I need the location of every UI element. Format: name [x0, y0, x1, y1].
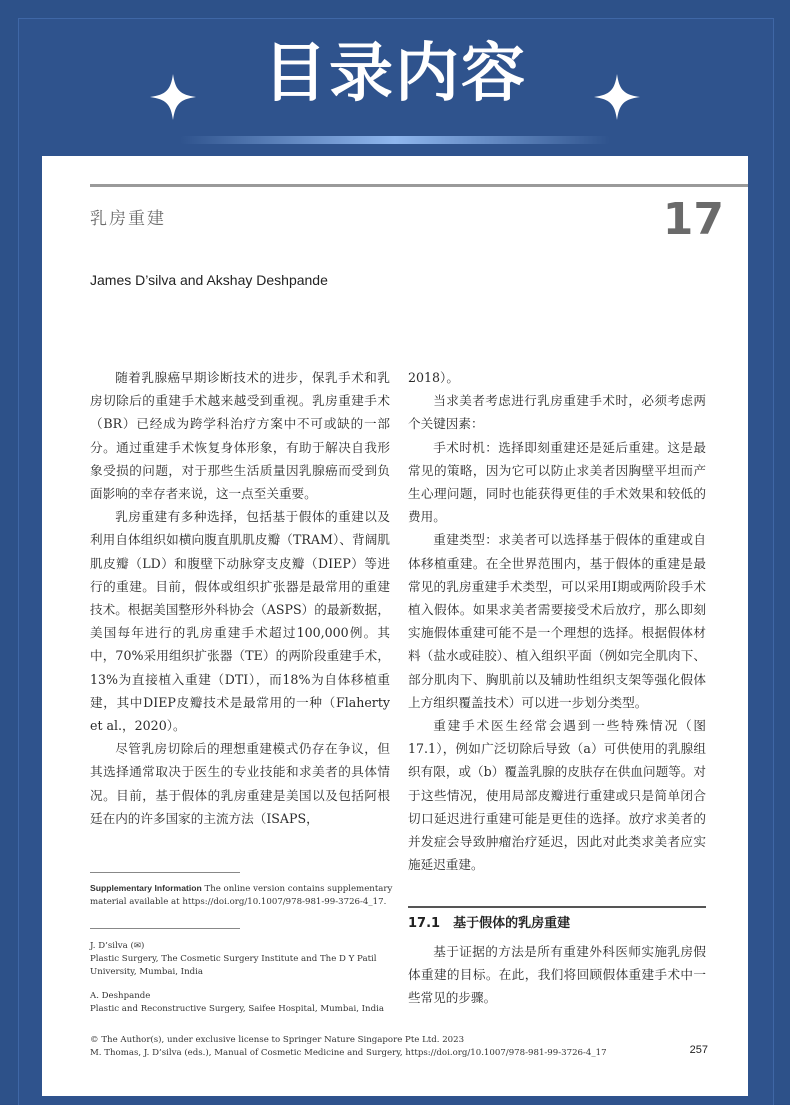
chapter-authors: James D’silva and Akshay Deshpande	[90, 272, 328, 288]
paragraph: 手术时机：选择即刻重建还是延后重建。这是最常见的策略，因为它可以防止求美者因胸壁平坦而产生心理问题，同时也能获得更佳的手术效果和较低的费用。	[408, 439, 706, 525]
author1-name: J. D’silva (✉)	[90, 941, 145, 951]
citation-line: M. Thomas, J. D’silva (eds.), Manual of Cosmetic Medicine and Surgery, https://doi.org/10.1007/978-981-99-3726-4_17	[90, 1048, 607, 1058]
paragraph: 基于证据的方法是所有重建外科医师实施乳房假体重建的目标。在此，我们将回顾假体重建手术中一些常见的步骤。	[408, 944, 706, 1006]
left-column	[90, 366, 390, 830]
supplementary-text: The online version contains supplementary material available at https://doi.org/10.1007/978-981-99-3726-4_17.	[90, 884, 393, 907]
supplementary-note	[90, 882, 400, 909]
author2-name: A. Deshpande	[90, 991, 151, 1001]
chapter-title: 乳房重建	[90, 209, 166, 229]
page-number: 257	[689, 1044, 708, 1056]
footnote-rule	[90, 872, 240, 873]
banner-title: 目录内容	[263, 37, 527, 111]
supplementary-label: Supplementary Information	[90, 883, 202, 893]
section-rule	[408, 906, 706, 908]
author1-affiliation	[90, 940, 400, 979]
section-body	[408, 940, 706, 1010]
paragraph: 尽管乳房切除后的理想重建模式仍存在争议，但其选择通常取决于医生的专业技能和求美者的具体情况。目前，基于假体的乳房重建是美国以及包括阿根廷在内的许多国家的主流方法（ISAPS，	[90, 741, 390, 826]
author1-affil: Plastic Surgery, The Cosmetic Surgery Institute and The D Y Patil University, Mumbai, India	[90, 954, 377, 977]
chapter-rule	[90, 184, 748, 187]
chapter-number: 17	[662, 194, 724, 245]
paragraph: 2018）。	[408, 370, 459, 385]
book-page	[42, 156, 748, 1096]
paragraph: 当求美者考虑进行乳房重建手术时，必须考虑两个关键因素：	[408, 393, 706, 432]
copyright-block	[90, 1034, 710, 1060]
banner-underline-glow	[180, 136, 610, 144]
affiliation-rule	[90, 928, 240, 929]
copyright-line: © The Author(s), under exclusive license to Springer Nature Singapore Pte Ltd. 2023	[90, 1035, 465, 1045]
paragraph: 重建手术医生经常会遇到一些特殊情况（图17.1），例如广泛切除后导致（a）可供使用的乳腺组织有限，或（b）覆盖乳腺的皮肤存在供血问题等。对于这些情况，使用局部皮瓣进行重建或只是简单闭合切口延迟进行重建可能是更佳的选择。放疗求美者的并发症会导致肿瘤治疗延迟，因此对此类求美者应实施延迟重建。	[408, 718, 706, 873]
author2-affil: Plastic and Reconstructive Surgery, Saifee Hospital, Mumbai, India	[90, 1004, 384, 1014]
section-heading: 17.1 基于假体的乳房重建	[408, 916, 571, 931]
paragraph: 乳房重建有多种选择，包括基于假体的重建以及利用自体组织如横向腹直肌肌皮瓣（TRAM）、背阔肌肌皮瓣（LD）和腹壁下动脉穿支皮瓣（DIEP）等进行的重建。目前，假体或组织扩张器是最常用的重建技术。根据美国整形外科协会（ASPS）的最新数据，美国每年进行的乳房重建手术超过100,000例。其中，70%采用组织扩张器（TE）的两阶段重建手术，13%为直接植入重建（DTI），而18%为自体移植重建，其中DIEP皮瓣技术是最常用的一种（Flaherty et al.，2020）。	[90, 509, 390, 734]
paragraph: 重建类型：求美者可以选择基于假体的重建或自体移植重建。在全世界范围内，基于假体的重建是最常见的乳房重建手术类型，可以采用Ⅰ期或两阶段手术植入假体。如果求美者需要接受术后放疗，那么即刻实施假体重建可能不是一个理想的选择。根据假体材料（盐水或硅胶）、植入组织平面（例如完全肌肉下、部分肌肉下、胸肌前以及辅助性组织支架等强化假体上方组织覆盖技术）可以进一步划分类型。	[408, 532, 706, 710]
paragraph: 随着乳腺癌早期诊断技术的进步，保乳手术和乳房切除后的重建手术越来越受到重视。乳房重建手术（BR）已经成为跨学科治疗方案中不可或缺的一部分。通过重建手术恢复身体形象，有助于解决自我形象受损的问题，对于那些生活质量因乳腺癌而受到负面影响的幸存者来说，这一点至关重要。	[90, 370, 390, 502]
right-column	[408, 366, 706, 876]
author2-affiliation	[90, 990, 400, 1016]
